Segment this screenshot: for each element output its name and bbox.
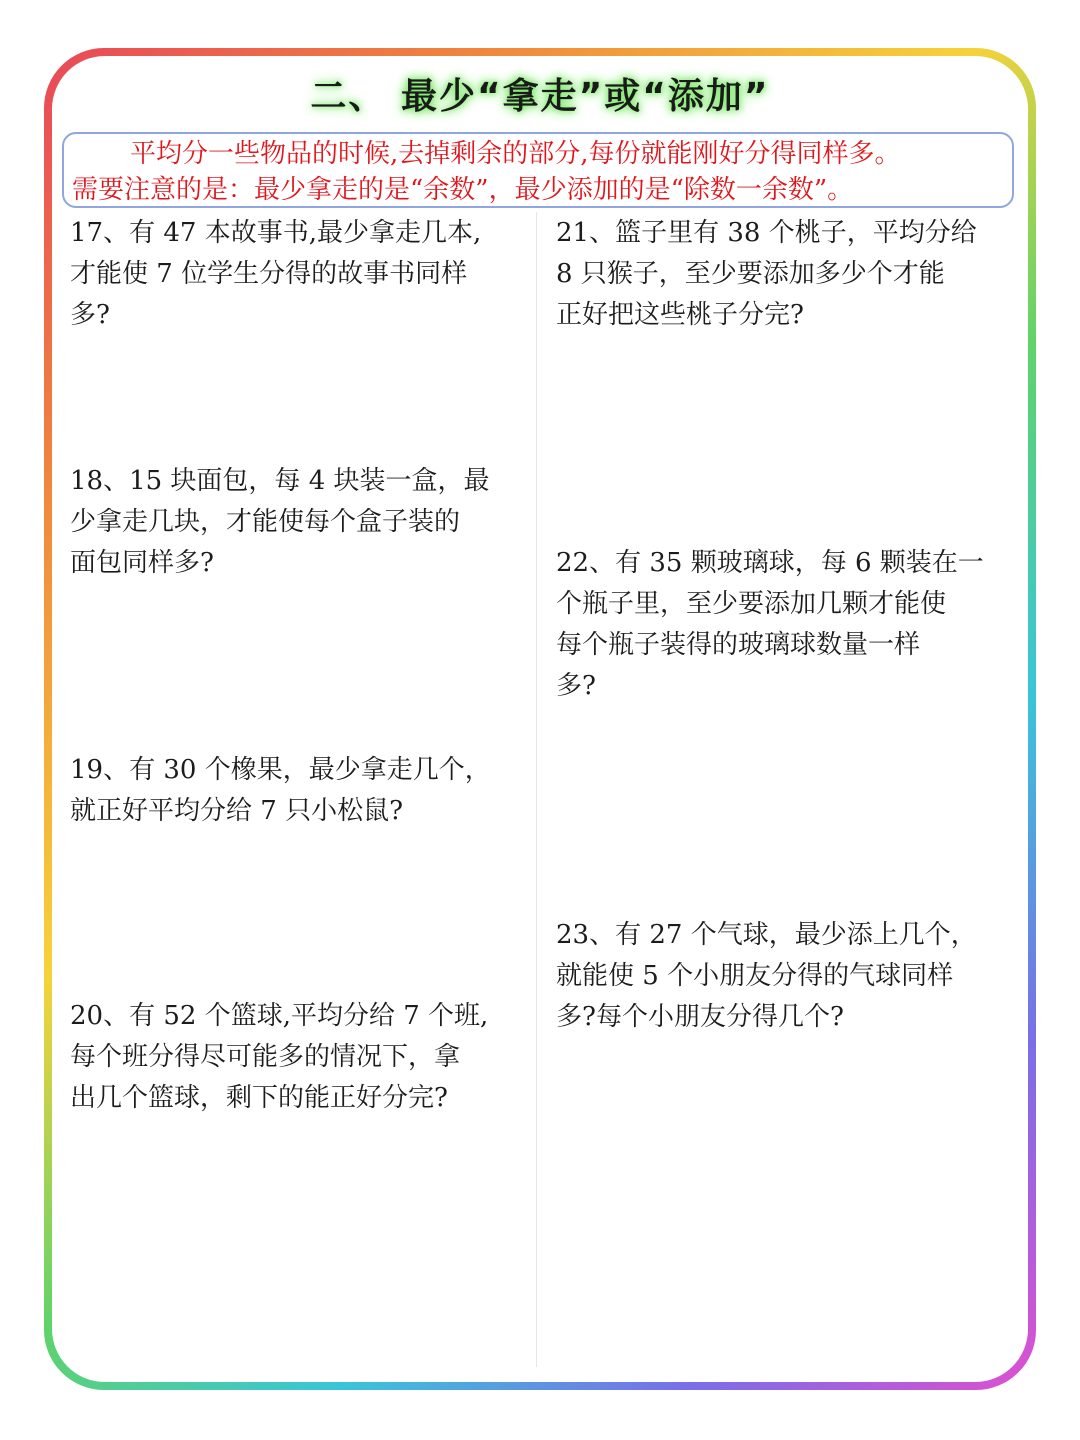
question-21-line-3: 正好把这些桃子分完? bbox=[556, 300, 804, 330]
question-20-line-2: 每个班分得尽可能多的情况下，拿 bbox=[70, 1042, 461, 1072]
question-20 bbox=[70, 996, 488, 1119]
question-17-line-2: 才能使 7 位学生分得的故事书同样 bbox=[70, 259, 468, 289]
question-23-line-2: 就能使 5 个小朋友分得的气球同样 bbox=[556, 961, 954, 991]
question-19-line-1: 19、有 30 个橡果，最少拿走几个， bbox=[70, 755, 491, 785]
question-22 bbox=[556, 543, 984, 707]
question-21 bbox=[556, 213, 977, 336]
question-22-line-1: 22、有 35 颗玻璃球，每 6 颗装在一 bbox=[556, 548, 984, 578]
question-19 bbox=[70, 750, 491, 832]
page-title: 二、 最少“拿走”或“添加” bbox=[310, 76, 770, 117]
question-20-line-3: 出几个篮球，剩下的能正好分完? bbox=[70, 1083, 448, 1113]
intro-box bbox=[62, 132, 1014, 208]
question-21-line-1: 21、篮子里有 38 个桃子，平均分给 bbox=[556, 218, 977, 248]
question-22-line-2: 个瓶子里，至少要添加几颗才能使 bbox=[556, 589, 947, 619]
question-23-line-1: 23、有 27 个气球，最少添上几个， bbox=[556, 920, 977, 950]
question-17-line-1: 17、有 47 本故事书,最少拿走几本, bbox=[70, 218, 482, 248]
question-18 bbox=[70, 461, 490, 584]
question-20-line-1: 20、有 52 个篮球,平均分给 7 个班, bbox=[70, 1001, 489, 1031]
question-23 bbox=[556, 915, 977, 1038]
question-23-line-3: 多?每个小朋友分得几个? bbox=[556, 1002, 844, 1032]
question-22-line-3: 每个瓶子装得的玻璃球数量一样 bbox=[556, 630, 921, 660]
intro-line-1: 平均分一些物品的时候,去掉剩余的部分,每份就能刚好分得同样多。 bbox=[130, 139, 901, 169]
question-18-line-2: 少拿走几块，才能使每个盒子装的 bbox=[70, 507, 461, 537]
intro-line-2: 需要注意的是：最少拿走的是“余数”，最少添加的是“除数一余数”。 bbox=[72, 175, 854, 205]
question-17-line-3: 多? bbox=[70, 300, 110, 330]
question-19-line-2: 就正好平均分给 7 只小松鼠? bbox=[70, 796, 404, 826]
column-divider bbox=[536, 212, 537, 1367]
question-17 bbox=[70, 213, 481, 336]
question-18-line-1: 18、15 块面包，每 4 块装一盒，最 bbox=[70, 466, 490, 496]
question-21-line-2: 8 只猴子，至少要添加多少个才能 bbox=[556, 259, 945, 289]
question-22-line-4: 多? bbox=[556, 671, 596, 701]
question-18-line-3: 面包同样多? bbox=[70, 548, 214, 578]
